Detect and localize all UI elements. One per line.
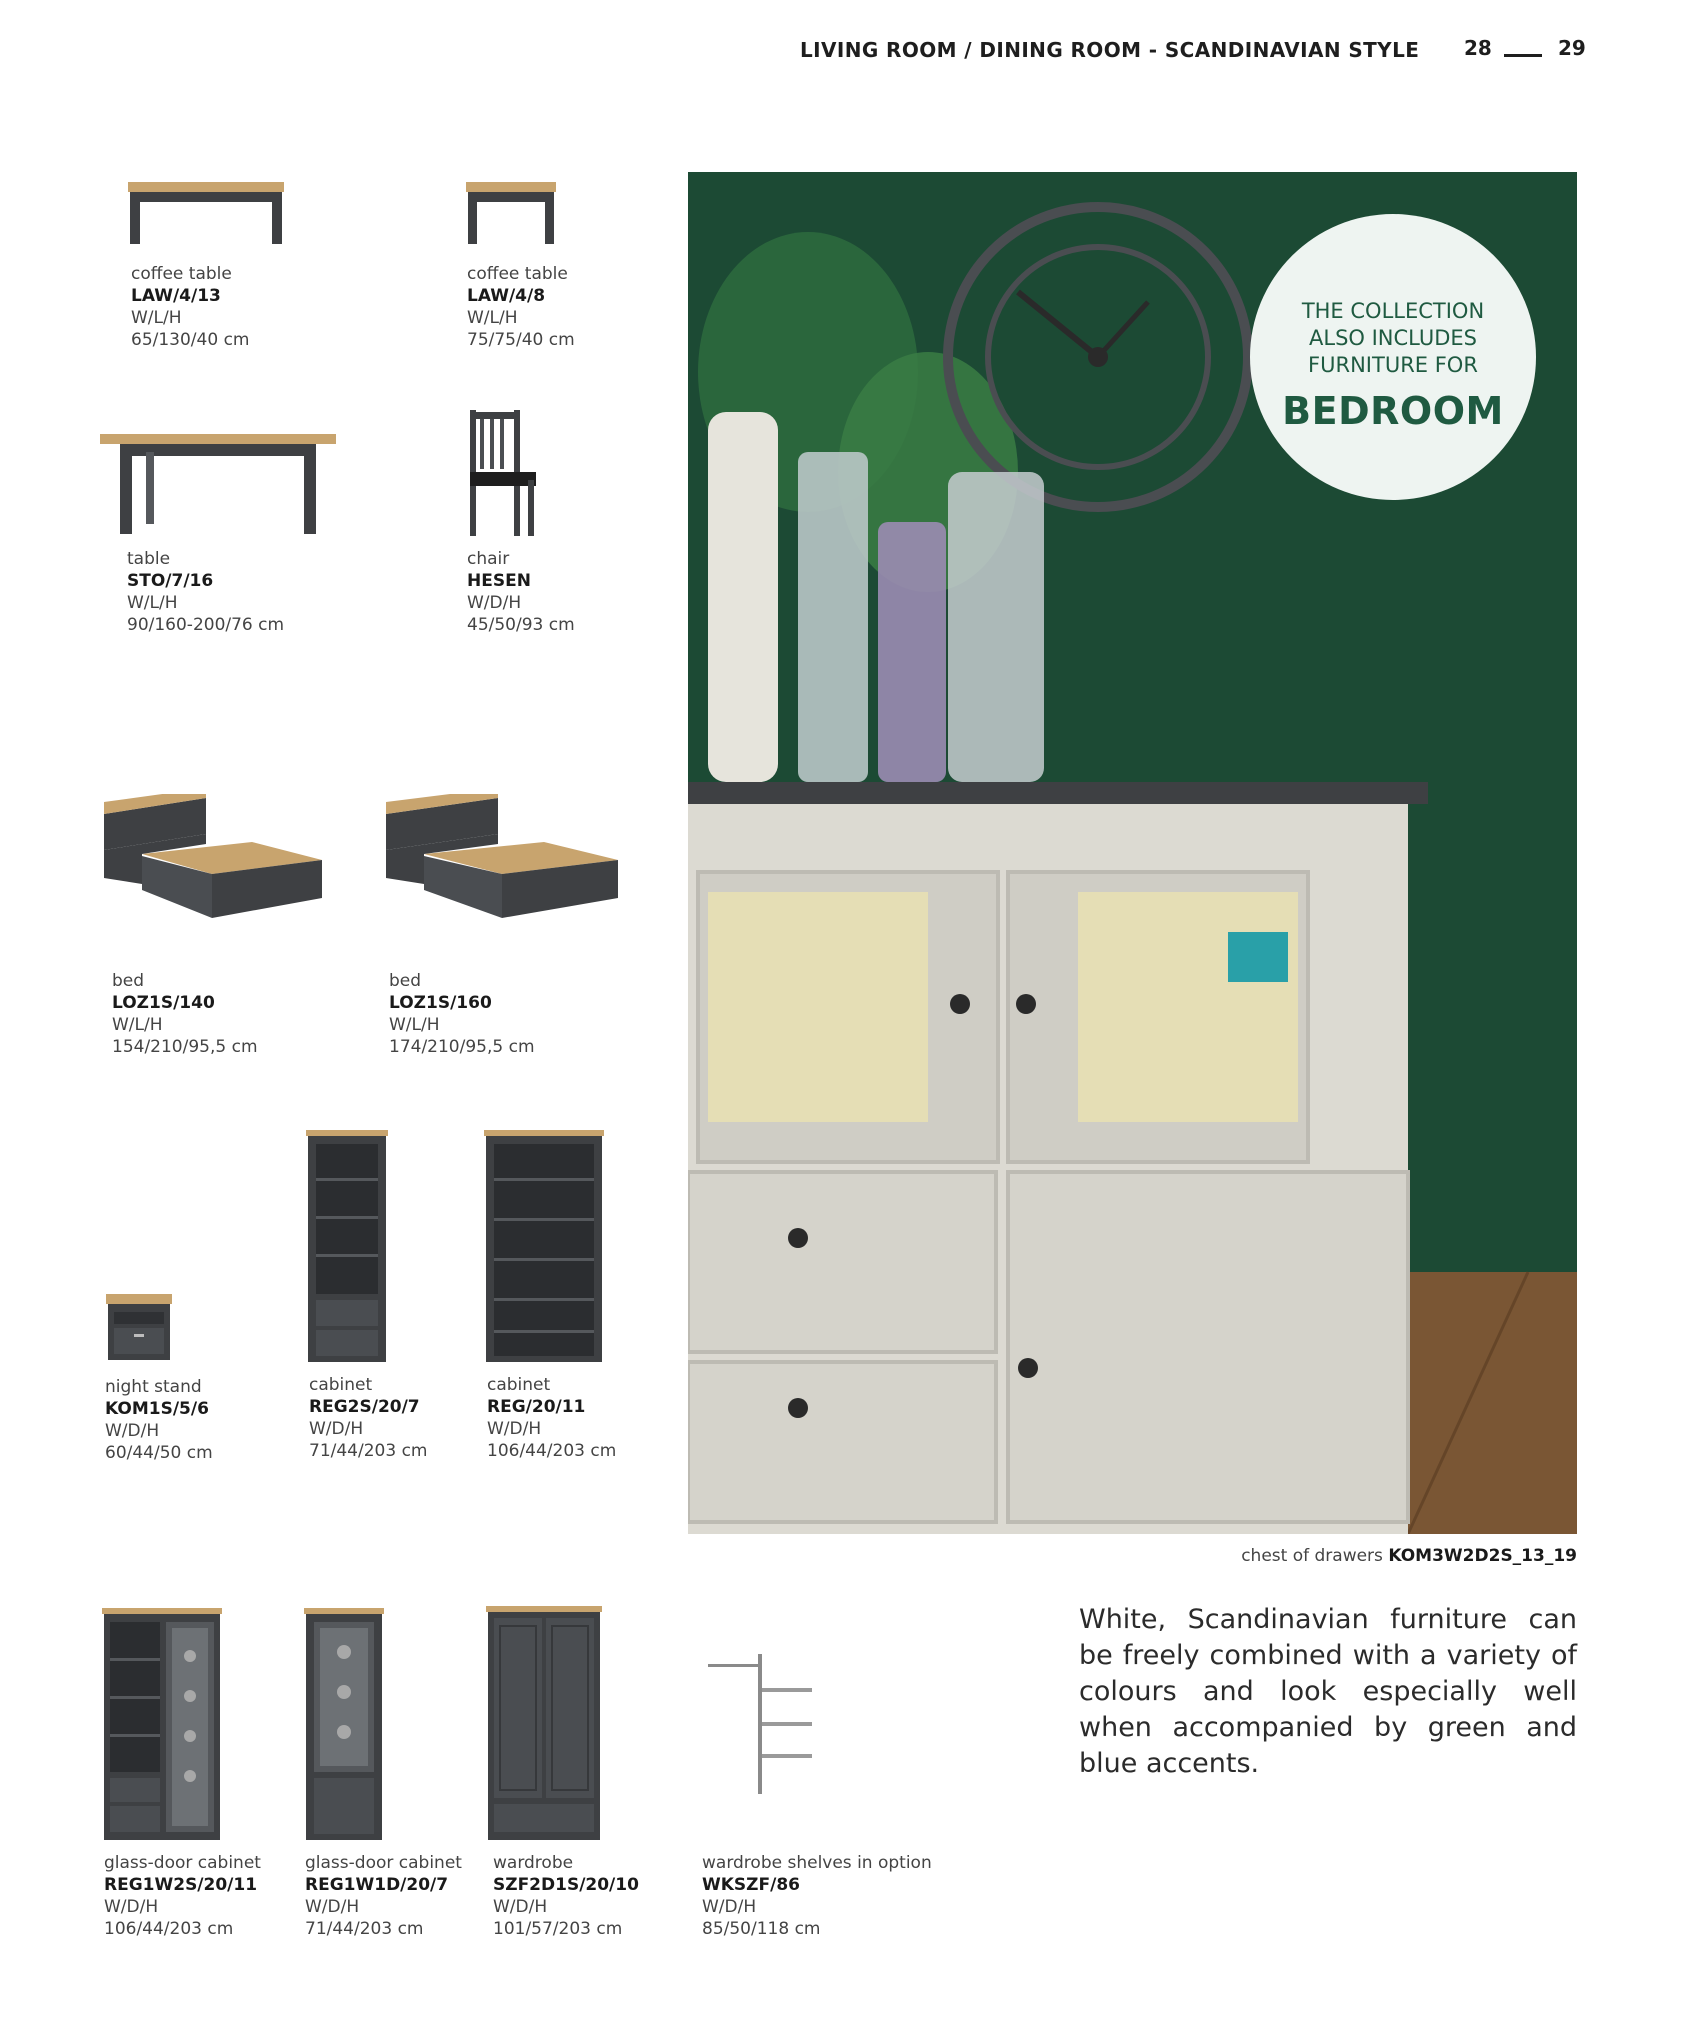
- page-section-title: LIVING ROOM / DINING ROOM - SCANDINAVIAN STYLE: [800, 38, 1420, 62]
- page-number-right: 29: [1558, 36, 1586, 60]
- night-stand-icon: [106, 1294, 172, 1366]
- coffee-table-long-icon: [128, 180, 288, 250]
- page-number-divider: [1504, 54, 1542, 57]
- coffee-table-square-icon: [466, 180, 558, 250]
- dining-table-icon: [100, 432, 340, 540]
- product-caption: wardrobe shelves in option WKSZF/86 W/D/H 85/50/118 cm: [702, 1853, 932, 1939]
- product-caption: chair HESEN W/D/H 45/50/93 cm: [467, 549, 575, 635]
- photo-caption: [1000, 1546, 1577, 1566]
- product-caption: bed LOZ1S/160 W/L/H 174/210/95,5 cm: [389, 971, 535, 1057]
- photo-caption-code: KOM3W2D2S_13_19: [1388, 1546, 1577, 1566]
- chair-icon: [466, 410, 540, 540]
- photo-caption-label: chest of drawers: [1241, 1546, 1389, 1566]
- product-caption: cabinet REG2S/20/7 W/D/H 71/44/203 cm: [309, 1375, 428, 1461]
- bed-icon: [384, 794, 622, 924]
- product-caption: glass-door cabinet REG1W2S/20/11 W/D/H 106/44/203 cm: [104, 1853, 261, 1939]
- glass-cabinet-narrow-icon: [304, 1608, 384, 1846]
- product-caption: coffee table LAW/4/8 W/L/H 75/75/40 cm: [467, 264, 575, 350]
- bed-icon: [102, 794, 326, 924]
- wardrobe-shelves-icon: [708, 1654, 812, 1798]
- page-number-left: 28: [1464, 36, 1492, 60]
- glass-cabinet-wide-icon: [102, 1608, 222, 1846]
- wide-bookcase-icon: [484, 1130, 604, 1368]
- narrow-bookcase-icon: [306, 1130, 388, 1368]
- product-caption: glass-door cabinet REG1W1D/20/7 W/D/H 71/44/203 cm: [305, 1853, 462, 1939]
- product-caption: coffee table LAW/4/13 W/L/H 65/130/40 cm: [131, 264, 250, 350]
- product-caption: night stand KOM1S/5/6 W/D/H 60/44/50 cm: [105, 1377, 213, 1463]
- product-caption: wardrobe SZF2D1S/20/10 W/D/H 101/57/203 cm: [493, 1853, 639, 1939]
- bedroom-collection-badge: THE COLLECTION ALSO INCLUDES FURNITURE FOR BEDROOM: [1250, 214, 1536, 500]
- product-caption: cabinet REG/20/11 W/D/H 106/44/203 cm: [487, 1375, 617, 1461]
- collection-description: White, Scandinavian furniture can be freely combined with a variety of colours and look especially well when accompanied by green and blue accents.: [1079, 1604, 1577, 1779]
- product-caption: bed LOZ1S/140 W/L/H 154/210/95,5 cm: [112, 971, 258, 1057]
- wardrobe-icon: [486, 1606, 602, 1846]
- product-caption: table STO/7/16 W/L/H 90/160-200/76 cm: [127, 549, 285, 635]
